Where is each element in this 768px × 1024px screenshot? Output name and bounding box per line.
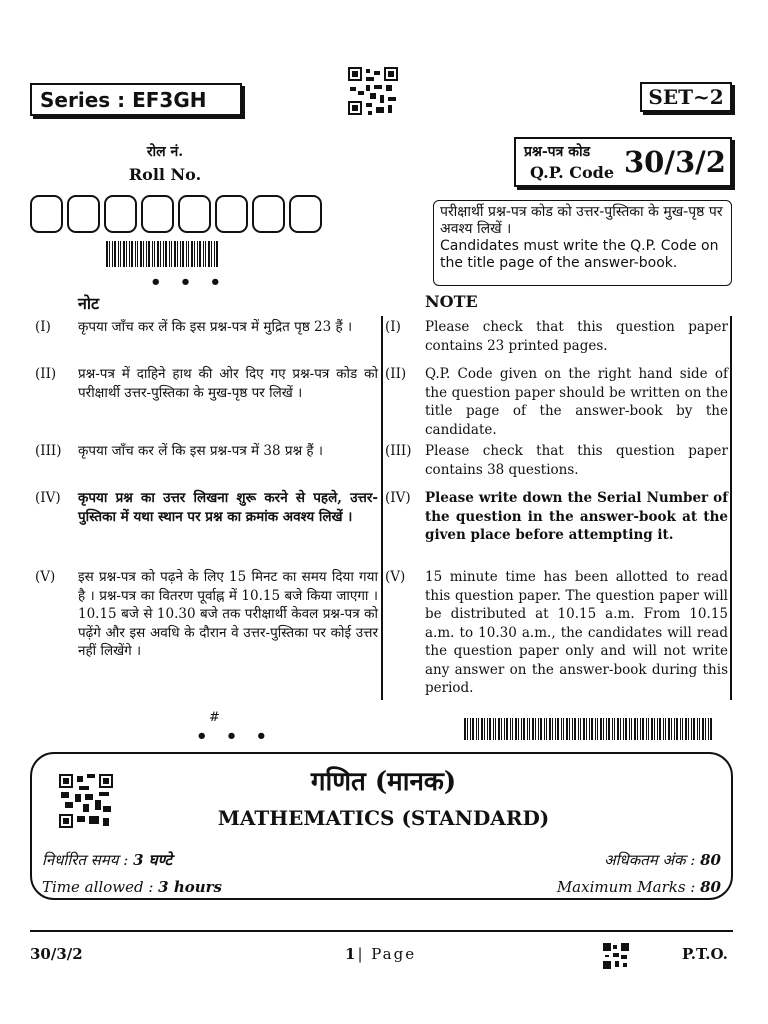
- subject-box: [30, 752, 733, 900]
- roll-number-box: [215, 195, 248, 233]
- roll-no-label-hindi: रोल नं.: [146, 144, 184, 160]
- note-text: Please check that this question paper contains 38 questions.: [425, 443, 728, 478]
- candidate-notice-hindi: परीक्षार्थी प्रश्न-पत्र कोड को उत्तर-पुस्तिका के मुख-पृष्ठ पर अवश्य लिखें ।: [440, 204, 723, 237]
- note-text: इस प्रश्न-पत्र को पढ़ने के लिए 15 मिनट का समय दिया गया है । प्रश्न-पत्र का वितरण पूर्वाह्न में 10.15 बजे किया जाएगा । 10.15 बजे से 10.30 बजे तक परीक्षार्थी केवल प्रश्न-पत्र को पढ़ेंगे और इस अवधि के दौरान वे उत्तर-पुस्तिका पर कोई उत्तर नहीं लिखेंगे ।: [78, 569, 378, 659]
- note-number: (I): [385, 319, 401, 335]
- dots-marker: • • •: [150, 272, 228, 293]
- max-marks: [557, 878, 721, 896]
- divider-hindi-notes: [381, 316, 383, 700]
- time-label: निर्धारित समय :: [42, 851, 134, 869]
- note-heading-hindi: नोट: [78, 294, 100, 313]
- qp-code-label: Q.P. Code: [530, 163, 615, 182]
- note-number: (II): [35, 366, 57, 382]
- note-text: Please check that this question paper contains 23 printed pages.: [425, 319, 728, 354]
- candidate-notice-english: Candidates must write the Q.P. Code on the title page of the answer-book.: [440, 238, 719, 271]
- note-text: कृपया जाँच कर लें कि इस प्रश्न-पत्र में मुद्रित पृष्ठ 23 हैं ।: [78, 319, 353, 335]
- set-label: SET~2: [640, 82, 732, 112]
- time-value: 3 घण्टे: [133, 851, 173, 869]
- subject-title-hindi: गणित (मानक): [310, 767, 457, 797]
- roll-number-box: [30, 195, 63, 233]
- marks-label: Maximum Marks :: [556, 878, 701, 896]
- roll-number-box: [67, 195, 100, 233]
- note-text: Q.P. Code given on the right hand side of the question paper should be written on the title page of the answer-book by the candidate.: [425, 366, 728, 438]
- footer-code: 30/3/2: [30, 945, 83, 963]
- footer-divider: [30, 930, 733, 932]
- qp-code-value: 30/3/2: [624, 145, 726, 179]
- note-number: (III): [35, 443, 62, 459]
- roll-no-label: Roll No.: [128, 165, 202, 184]
- page-indicator: [345, 945, 416, 963]
- note-number: (V): [35, 569, 56, 585]
- barcode-icon: [106, 241, 222, 267]
- qr-code-icon: [603, 943, 629, 969]
- qp-code-label-hindi: प्रश्न-पत्र कोड: [524, 144, 591, 160]
- note-heading-english: NOTE: [425, 292, 478, 311]
- time-value: 3 hours: [158, 878, 222, 896]
- time-allowed-hindi: [42, 850, 172, 870]
- note-number: (I): [35, 319, 51, 335]
- note-number: (III): [385, 443, 412, 459]
- roll-number-box: [104, 195, 137, 233]
- qr-code-icon: [348, 67, 398, 115]
- time-allowed: [42, 878, 222, 896]
- page-label: | Page: [357, 945, 417, 963]
- note-text: कृपया जाँच कर लें कि इस प्रश्न-पत्र में 38 प्रश्न हैं ।: [78, 443, 323, 459]
- note-text: कृपया प्रश्न का उत्तर लिखना शुरू करने से पहले, उत्तर-पुस्तिका में यथा स्थान पर प्रश्न का क्रमांक अवश्य लिखें ।: [78, 490, 378, 525]
- barcode-icon: [464, 718, 714, 740]
- roll-number-box: [178, 195, 211, 233]
- note-number: (II): [385, 366, 407, 382]
- dots-marker: • • •: [196, 726, 274, 747]
- note-text: प्रश्न-पत्र में दाहिने हाथ की ओर दिए गए प्रश्न-पत्र कोड को परीक्षार्थी उत्तर-पुस्तिका के मुख-पृष्ठ पर लिखें ।: [78, 366, 378, 401]
- marks-value: 80: [700, 851, 721, 869]
- note-text: Please write down the Serial Number of the question in the answer-book at the given place before attempting it.: [425, 490, 728, 543]
- note-number: (IV): [385, 490, 411, 506]
- hash-marker: #: [209, 710, 220, 725]
- marks-label: अधिकतम अंक :: [604, 851, 701, 869]
- subject-title: MATHEMATICS (STANDARD): [217, 806, 550, 830]
- max-marks-hindi: [604, 850, 721, 870]
- roll-number-box: [289, 195, 322, 233]
- qp-code-box: [514, 137, 732, 187]
- roll-number-box: [141, 195, 174, 233]
- time-label: Time allowed :: [42, 878, 159, 896]
- note-number: (V): [385, 569, 406, 585]
- note-number: (IV): [35, 490, 61, 506]
- divider-english-notes: [730, 316, 732, 700]
- note-text: 15 minute time has been allotted to read this question paper. The question paper will be distributed at 10.15 a.m. From 10.15 a.m. to 10.30 a.m., the candidates will read the question paper only and will not write any answer on the answer-book during this period.: [425, 569, 728, 696]
- marks-value: 80: [700, 878, 721, 896]
- roll-number-box: [252, 195, 285, 233]
- candidate-notice: [433, 200, 732, 286]
- pto-label: P.T.O.: [682, 945, 728, 963]
- roll-number-boxes: [30, 195, 326, 233]
- series-label: Series : EF3GH: [30, 83, 242, 116]
- page-number: 1: [345, 945, 358, 963]
